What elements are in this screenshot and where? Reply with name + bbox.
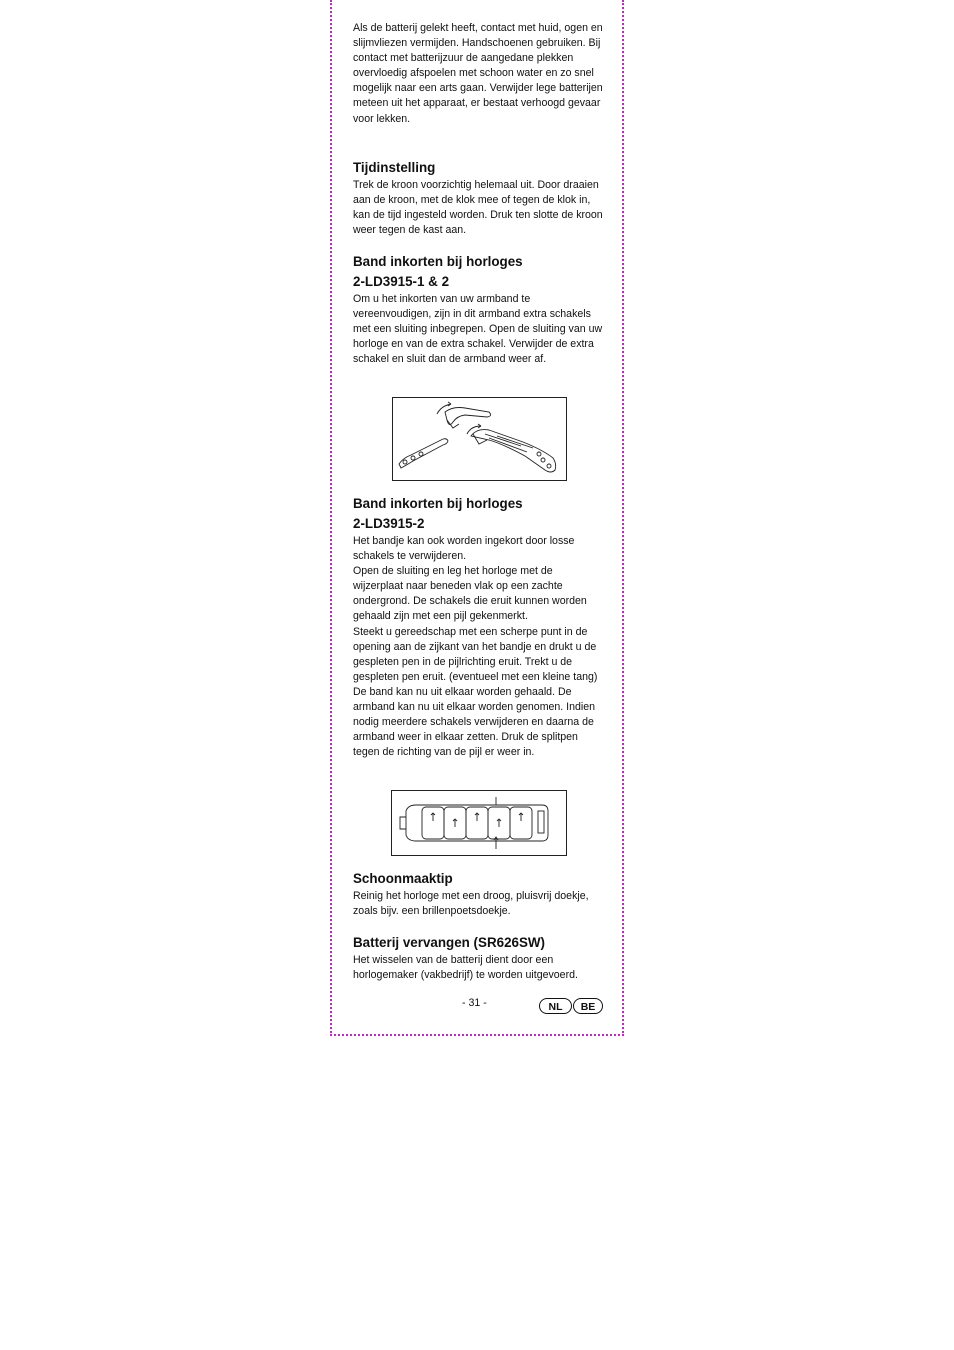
- bracelet-clasp-drawing: [393, 398, 566, 480]
- language-badge-be: BE: [573, 998, 603, 1014]
- language-badge-nl: NL: [539, 998, 572, 1014]
- bracelet-clasp-illustration: [392, 397, 567, 481]
- bracelet-links-illustration: [391, 790, 567, 856]
- band-shorten-2-para1: Het bandje kan ook worden ingekort door losse schakels te verwijderen.: [353, 535, 575, 563]
- band-shorten-2-para2: Open de sluiting en leg het horloge met de wijzerplaat naar beneden vlak op een zachte ondergrond. De schakels die eruit kunnen worden gehaald zijn met een pijl gekenmerkt.: [353, 565, 587, 623]
- time-setting-section: [353, 158, 605, 238]
- bracelet-links-drawing: [392, 791, 566, 855]
- battery-warning-text: Als de batterij gelekt heeft, contact met huid, ogen en slijmvliezen vermijden. Handschoenen gebruiken. Bij contact met batterijzuur de aangedane plekken overvloedig afspoelen met schoon water en zo snel mogelijk naar een arts gaan. Verwijder lege batterijen meteen uit het apparaat, er bestaat verhoogd gevaar voor lekken.: [353, 22, 603, 125]
- battery-warning-section: [353, 21, 605, 127]
- band-shorten-1-section: [353, 252, 605, 367]
- heading-line-1: Band inkorten bij horloges: [353, 496, 523, 511]
- band-shorten-1-text: Om u het inkorten van uw armband te vereenvoudigen, zijn in dit armband extra schakels met een sluiting inbegrepen. Open de sluiting van uw horloge en van de extra schakel. Verwijder de extra schakel en sluit dan de armband weer af.: [353, 293, 603, 366]
- manual-page: [330, 0, 624, 1036]
- battery-replace-section: [353, 933, 605, 983]
- battery-replace-text: Het wisselen van de batterij dient door een horlogemaker (vakbedrijf) te worden uitgevoerd.: [353, 954, 578, 982]
- cleaning-text: Reinig het horloge met een droog, pluisvrij doekje, zoals bijv. een brillenpoetsdoekje.: [353, 890, 589, 918]
- band-shorten-2-section: [353, 494, 605, 760]
- band-shorten-1-heading: [353, 252, 605, 292]
- band-shorten-2-heading: [353, 494, 605, 534]
- cleaning-heading: Schoonmaaktip: [353, 871, 453, 886]
- cleaning-section: [353, 869, 605, 919]
- battery-replace-heading: Batterij vervangen (SR626SW): [353, 935, 545, 950]
- heading-line-2: 2-LD3915-2: [353, 516, 425, 531]
- page-number: - 31 -: [462, 997, 487, 1009]
- time-setting-heading: Tijdinstelling: [353, 160, 436, 175]
- time-setting-text: Trek de kroon voorzichtig helemaal uit. Door draaien aan de kroon, met de klok mee of tegen de klok in, kan de tijd ingesteld worden. Druk ten slotte de kroon weer tegen de kast aan.: [353, 179, 603, 237]
- heading-line-1: Band inkorten bij horloges: [353, 254, 523, 269]
- band-shorten-2-para3: Steekt u gereedschap met een scherpe punt in de opening aan de zijkant van het bandje en drukt u de gespleten pen in de pijlrichting eruit. Trekt u de gespleten pen eruit. (eventueel met een kleine tang) De band kan nu uit elkaar worden gehaald. De armband kan nu uit elkaar worden genomen. Indien nodig meerdere schakels verwijderen en daarna de armband weer in elkaar zetten. Druk de splitpen tegen de richting van de pijl er weer in.: [353, 625, 598, 759]
- heading-line-2: 2-LD3915-1 & 2: [353, 274, 450, 289]
